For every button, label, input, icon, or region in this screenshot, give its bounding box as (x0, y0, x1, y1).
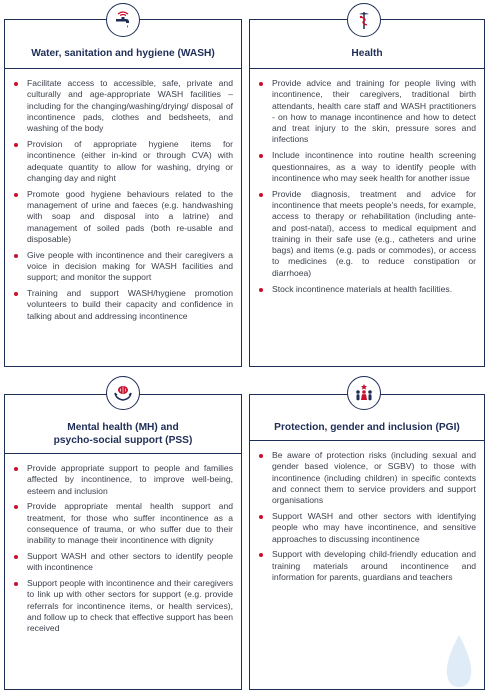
bullet-icon (259, 82, 263, 86)
people-group-icon (347, 376, 381, 410)
bullet-icon (14, 467, 18, 471)
water-drop-watermark-icon (445, 635, 473, 687)
bullet-icon (14, 193, 18, 197)
bullet-icon (14, 143, 18, 147)
pgi-list (258, 450, 476, 588)
bullet-icon (259, 193, 263, 197)
wash-title: Water, sanitation and hygiene (WASH) (31, 48, 215, 59)
pgi-divider (250, 440, 484, 441)
pgi-title: Protection, gender and inclusion (PGI) (274, 422, 460, 433)
bullet-icon (259, 154, 263, 158)
list-item: Promote good hygiene behaviours related to the management of urine and faeces (e.g. handwashing with soap and disposal into a latrine) and management of soiled pads (both re-usable and disposable) (13, 189, 233, 245)
bullet-icon (259, 553, 263, 557)
mental-health-title-line1: Mental health (MH) and (67, 422, 179, 433)
bullet-icon (14, 292, 18, 296)
wash-list (13, 78, 233, 326)
list-item: Support WASH and other sectors to identify people with incontinence (13, 551, 233, 574)
mental-health-title-line2: psycho-social support (PSS) (53, 435, 193, 446)
list-item: Provide advice and training for people living with incontinence, their caregivers, traditional birth attendants, health care staff and WASH practitioners - on how to manage incontinence and how to detect and treat injury to the skin, pressure sores and infections (258, 78, 476, 146)
list-item: Provision of appropriate hygiene items for incontinence (either in-kind or through CVA) with adequate quantity to allow for washing, drying or changing day and night (13, 139, 233, 184)
list-item: Facilitate access to accessible, safe, private and culturally and age-appropriate WASH facilities – including for the changing/washing/drying/ disposal of incontinence pads, clothes and bedsheets, and washing of the body (13, 78, 233, 134)
bullet-icon (14, 505, 18, 509)
list-item: Training and support WASH/hygiene promotion volunteers to build their capacity and confidence in talking about and addressing incontinence (13, 288, 233, 322)
list-item: Provide diagnosis, treatment and advice for incontinence that meets people's needs, for example, access to therapy or rehabilitation (including ante- and post-natal), access to medical equipment and training in their safe use (e.g., catheters and urine bags) and items (e.g. pads or commodes), or access to medicines (e.g. to reduce constipation or diarrhoea) (258, 189, 476, 279)
mental-health-list (13, 463, 233, 639)
list-item: Be aware of protection risks (including sexual and gender based violence, or SGBV) to those with incontinence (including children) in specific contexts and connect them to service providers and support organisations (258, 450, 476, 506)
mental-health-divider (5, 453, 241, 454)
bullet-icon (14, 254, 18, 258)
health-list (258, 78, 476, 299)
bullet-icon (14, 555, 18, 559)
list-item: Give people with incontinence and their caregivers a voice in decision making for WASH facilities and support; and monitor the support (13, 250, 233, 284)
list-item: Stock incontinence materials at health facilities. (258, 284, 476, 295)
wash-divider (5, 68, 241, 69)
list-item: Provide appropriate support to people and families affected by incontinence, to improve well-being, esteem and inclusion (13, 463, 233, 497)
mental-health-title (5, 421, 241, 447)
list-item: Include incontinence into routine health screening questionnaires, as a way to identify people with incontinence who may seek health for another issue (258, 150, 476, 184)
brain-hands-icon (106, 376, 140, 410)
list-item: Support WASH and other sectors with identifying people who may have incontinence, and sensitive approaches to discussing incontinence (258, 511, 476, 545)
mental-health-panel (4, 394, 242, 690)
bullet-icon (14, 82, 18, 86)
health-divider (250, 68, 484, 69)
medical-caduceus-icon (347, 3, 381, 37)
bullet-icon (14, 582, 18, 586)
bullet-icon (259, 515, 263, 519)
wash-panel (4, 19, 242, 367)
list-item: Support people with incontinence and their caregivers to link up with other sectors for support (e.g. provide referrals for incontinence items, or health services), and follow up to check that effective support has been received (13, 578, 233, 634)
bullet-icon (259, 288, 263, 292)
health-panel (249, 19, 485, 367)
bullet-icon (259, 454, 263, 458)
health-title: Health (351, 48, 383, 59)
water-tap-icon (106, 3, 140, 37)
list-item: Support with developing child-friendly education and training materials around incontinence and information for parents, guardians and teachers (258, 549, 476, 583)
list-item: Provide appropriate mental health support and treatment, for those who suffer incontinence as a consequence of trauma, or who suffer due to their inability to manage their incontinence with dignity (13, 501, 233, 546)
